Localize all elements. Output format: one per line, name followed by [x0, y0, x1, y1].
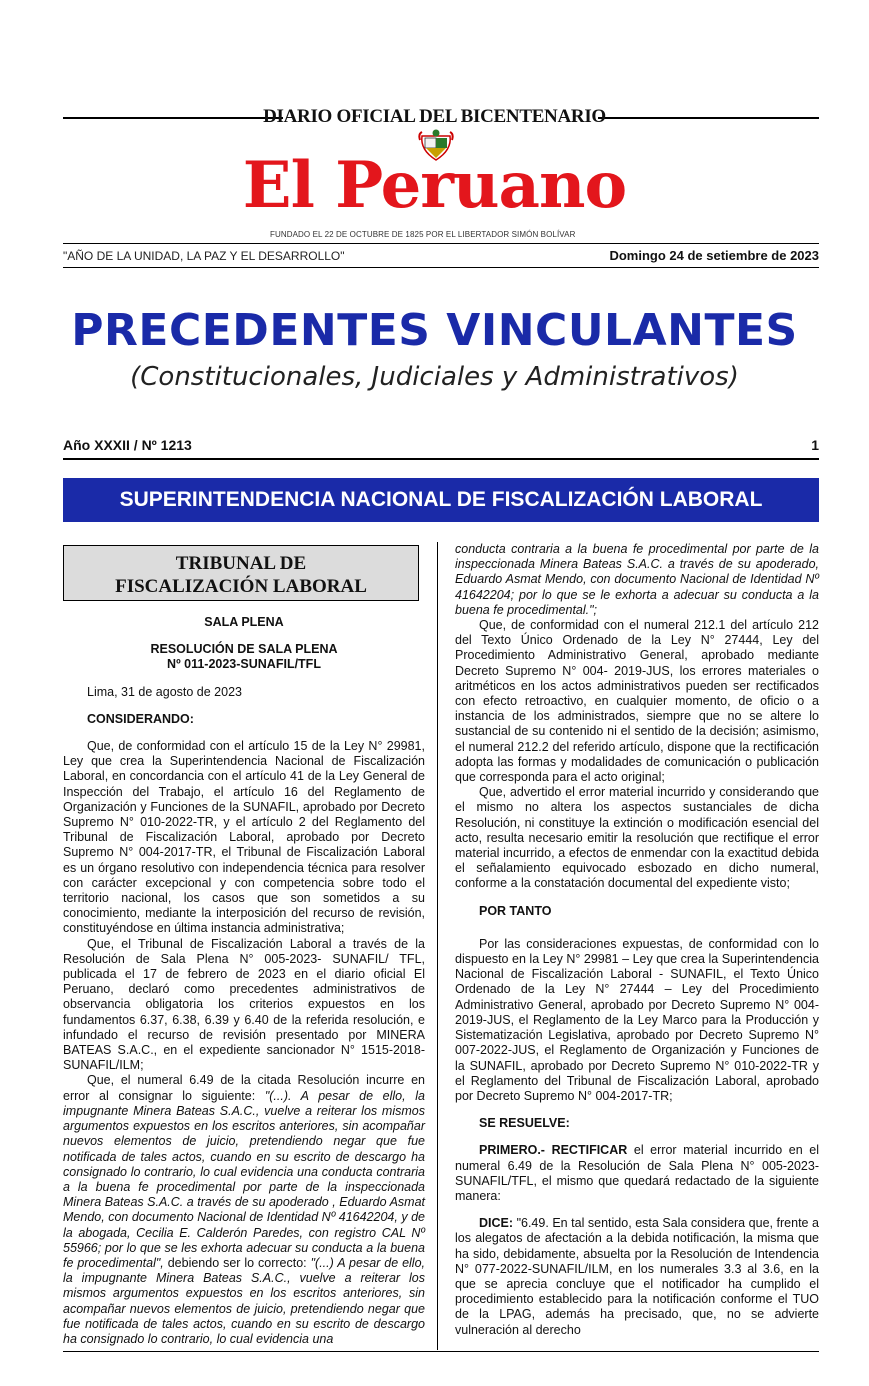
primero-text: el error material incurrido en el numeral 6.49 de la Resolución de Sala Plena N° 005-2023-SUNAFIL/TFL, el mismo que quedará redactado de la siguiente manera: — [455, 1143, 819, 1203]
quote-continuation: conducta contraria a la buena fe procedimental por parte de la inspeccionada Minera Bateas S.A.C. a través de su apoderado, Eduardo Asmat Mendo, con documento Nacional de Identidad Nº 41642204; por lo que se le exhorta a adecuar su conducta a la buena fe procedimental."; — [455, 542, 819, 617]
paragraph-3-intro: Que, el numeral 6.49 de la citada Resolución incurre en error al consignar lo siguiente: — [63, 1073, 425, 1103]
header-rule-bottom — [63, 267, 819, 268]
sala-heading: SALA PLENA — [204, 615, 284, 629]
paragraph-3-quote-correct: "(...) A pesar de ello, la impugnante Minera Bateas S.A.C., vuelve a reiterar los mismos argumentos expuestos en los escritos anteriores, sin acompañar nuevos elementos de juicio, pretendiendo negar que fue notificada de tales actos, cuando en su escrito de descargo ha consignado lo contrario, lo cual evidencia una — [63, 1255, 425, 1346]
tribunal-box — [63, 545, 419, 601]
paragraph-6: Por las consideraciones expuestas, de conformidad con lo dispuesto en la Ley N° 29981 – Ley que crea la Superintendencia Nacional de Fiscalización Laboral - SUNAFIL, el Texto Único Ordenado de la Ley N° 27444 – Ley del Procedimiento Administrativo General, aprobado por Decreto Supremo N° 004- 2019-JUS, el Reglamento de la Ley Marco para la Producción y Sistematización Legislativa, aprobado por Decreto Supremo N° 007-2022-JUS, el Reglamento de Organización y Funciones de la SUNAFIL, aprobado por Decreto Supremo N° 010-2022-TR y el Reglamento del Tribunal de Fiscalización Laboral, aprobado por Decreto Supremo N° 004-2017-TR; — [455, 936, 819, 1103]
spacer — [455, 1131, 819, 1143]
masthead-top-line: DIARIO OFICIAL DEL BICENTENARIO — [263, 106, 606, 127]
spacer — [455, 1204, 819, 1216]
primero-label: PRIMERO.- RECTIFICAR — [479, 1143, 628, 1158]
section-title: PRECEDENTES VINCULANTES — [71, 305, 798, 356]
tribunal-box-line2: FISCALIZACIÓN LABORAL — [115, 576, 367, 597]
paragraph-3-middle: debiendo ser lo correcto: — [163, 1255, 311, 1270]
dice-label: DICE: — [479, 1216, 514, 1231]
column-divider — [437, 542, 438, 1350]
year-motto: "AÑO DE LA UNIDAD, LA PAZ Y EL DESARROLLO" — [63, 249, 345, 263]
section-subtitle: (Constitucionales, Judiciales y Administrativos) — [130, 362, 739, 392]
spacer — [455, 919, 819, 937]
place-date: Lima, 31 de agosto de 2023 — [87, 684, 242, 699]
footer-rule — [63, 1351, 819, 1352]
left-column — [63, 615, 425, 1347]
tribunal-box-line1: TRIBUNAL DE — [175, 553, 307, 574]
considerando-heading: CONSIDERANDO: — [87, 711, 194, 726]
spacer — [455, 1104, 819, 1116]
paragraph-3 — [63, 1073, 425, 1347]
primero-article — [455, 1143, 819, 1204]
paragraph-4: Que, de conformidad con el numeral 212.1 del artículo 212 del Texto Único Ordenado de la Ley N° 27444, Ley del Procedimiento Administrativo General, aprobado mediante Decreto Supremo N° 004- 2019-JUS, los errores materiales o aritméticos en los actos administrativos pueden ser rectificados con efecto retroactivo, en cualquier momento, de oficio o a instancia de los administrados, siempre que no se altere lo sustancial de su contenido ni el sentido de la decisión; asimismo, el numeral 212.2 del referido artículo, dispone que la rectificación adopta las formas y modalidades de comunicación o publicación que corresponda para el acto original; — [455, 618, 819, 785]
spacer — [455, 892, 819, 904]
newspaper-logo: El Peruano — [242, 148, 627, 223]
dice-paragraph — [455, 1216, 819, 1338]
spacer — [63, 630, 425, 642]
page-number: 1 — [811, 437, 819, 453]
se-resuelve-heading: SE RESUELVE: — [479, 1116, 570, 1131]
header-rule-top — [63, 243, 819, 244]
issue-rule — [63, 458, 819, 460]
issue-number: Año XXXII / Nº 1213 — [63, 437, 192, 453]
resolution-heading-1: RESOLUCIÓN DE SALA PLENA — [150, 642, 338, 657]
por-tanto-heading: POR TANTO — [479, 903, 552, 918]
paragraph-2: Que, el Tribunal de Fiscalización Laboral a través de la Resolución de Sala Plena N° 005-2023- SUNAFIL/ TFL, publicada el 17 de febrero de 2023 en el diario oficial El Peruano, declaró como precedentes administrativos de observancia obligatoria los criterios expuestos en los fundamentos 6.37, 6.38, 6.39 y 6.40 de la referida resolución, e infundado el recurso de revisión presentado por MINERA BATEAS S.A.C., en el expediente sancionador N° 1515-2018-SUNAFIL/ILM; — [63, 936, 425, 1073]
spacer — [63, 673, 425, 685]
dice-text: "6.49. En tal sentido, esta Sala considera que, frente a los alegatos de afectación a la debida notificación, la misma que ha sido, debidamente, absuelta por la Resolución de Intendencia N° 077-2022-SUNAFIL/ILM, en los numerales 3.3 al 3.6, en la que se aprecia concluye que el notificador ha cumplido el procedimiento establecido para la notificación conforme el TUO de la LPAG, además ha precisado, que, no se advierte vulneración al derecho — [455, 1216, 819, 1337]
paragraph-1: Que, de conformidad con el artículo 15 de la Ley N° 29981, Ley que crea la Superintendencia Nacional de Fiscalización Laboral, en concordancia con el artículo 41 de la Ley General de Inspección del Trabajo, el artículo 16 del Reglamento de Organización y Funciones de la SUNAFIL, aprobado por Decreto Supremo N° 010-2022-TR, y el artículo 2 del Reglamento del Tribunal de Fiscalización Laboral, aprobado por Decreto Supremo N° 004-2017-TR, el Tribunal de Fiscalización Laboral es un órgano resolutivo con independencia técnica para resolver con carácter excepcional y con competencia sobre todo el territorio nacional, los casos que son sometidos a su conocimiento, mediante la interposición del recurso de revisión, constituyéndose en última instancia administrativa; — [63, 739, 425, 936]
paragraph-5: Que, advertido el error material incurrido y considerando que el mismo no altera los aspectos sustanciales de dicha Resolución, ni constituye la extinción o modificación esencial del acto, resulta necesario emitir la resolución que rectifique el error material incurrido, a efectos de enmendar con la exactitud debida el señalamiento equivocado esbozado en dicho numeral, conforme a la constatación documental del expediente visto; — [455, 785, 819, 891]
founded-line: FUNDADO EL 22 DE OCTUBRE DE 1825 POR EL LIBERTADOR SIMÓN BOLÍVAR — [270, 230, 576, 239]
spacer — [63, 727, 425, 739]
institution-band: SUPERINTENDENCIA NACIONAL DE FISCALIZACIÓN LABORAL — [63, 478, 819, 522]
right-column — [455, 542, 819, 1338]
issue-date: Domingo 24 de setiembre de 2023 — [609, 248, 819, 263]
spacer — [63, 700, 425, 712]
paragraph-3-quote-wrong: "(...). A pesar de ello, la impugnante Minera Bateas S.A.C., vuelve a reiterar los mismos argumentos expuestos en los escritos anteriores, sin acompañar nuevos elementos de juicio, pretendiendo negar que fue notificada de tales actos, cuando en su escrito de descargo ha consignado lo contrario, lo cual evidencia una conducta contraria a la buena fe procedimental por parte de la inspeccionada Minera Bateas S.A.C. a través de su apoderado , Eduardo Asmat Mendo, con documento Nacional de Identidad Nº 41642204, y de la abogada, Cecilia E. Calderón Paredes, con registro CAL Nº 55966; por lo que se les exhorta adecuar su conducta a la buena fe procedimental", — [63, 1088, 425, 1270]
resolution-heading-2: Nº 011-2023-SUNAFIL/TFL — [167, 657, 321, 672]
